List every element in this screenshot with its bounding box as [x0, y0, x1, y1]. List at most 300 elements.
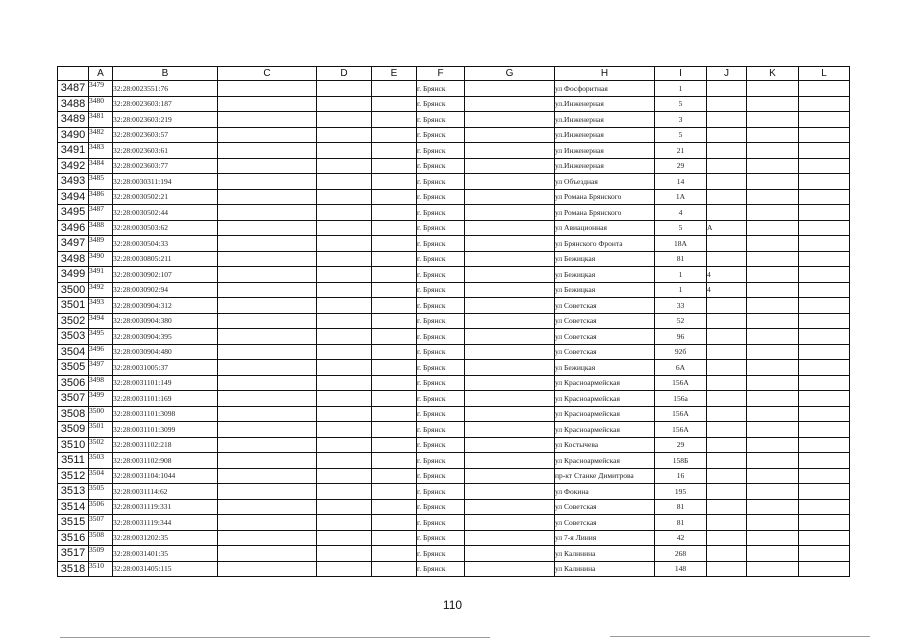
cell-a: 3500	[89, 406, 113, 422]
cell-g	[465, 158, 555, 174]
row-number: 3511	[58, 453, 89, 469]
row-number: 3499	[58, 267, 89, 283]
cell-l	[799, 96, 850, 112]
cell-k	[747, 406, 799, 422]
cell-a: 3505	[89, 484, 113, 500]
cell-l	[799, 468, 850, 484]
cell-g	[465, 375, 555, 391]
cell-l	[799, 174, 850, 190]
cell-f: г. Брянск	[417, 391, 465, 407]
table-row	[58, 96, 850, 112]
cell-a: 3499	[89, 391, 113, 407]
cell-d	[317, 174, 372, 190]
table-row	[58, 313, 850, 329]
column-header-j: J	[707, 67, 747, 81]
cell-i: 268	[655, 546, 707, 562]
cell-l	[799, 530, 850, 546]
row-number: 3508	[58, 406, 89, 422]
cell-l	[799, 344, 850, 360]
cell-c	[218, 453, 317, 469]
cell-e	[372, 329, 417, 345]
cell-i: 52	[655, 313, 707, 329]
cell-e	[372, 298, 417, 314]
row-number: 3500	[58, 282, 89, 298]
cell-k	[747, 515, 799, 531]
table-row	[58, 499, 850, 515]
cell-b: 32:28:0031101:169	[113, 391, 218, 407]
cell-j	[707, 437, 747, 453]
cell-e	[372, 282, 417, 298]
column-header-e: E	[372, 67, 417, 81]
cell-h: ул Бежицкая	[555, 360, 655, 376]
cell-f: г. Брянск	[417, 189, 465, 205]
cell-j	[707, 406, 747, 422]
cell-k	[747, 422, 799, 438]
cell-c	[218, 251, 317, 267]
cell-f: г. Брянск	[417, 515, 465, 531]
cell-e	[372, 81, 417, 97]
cell-k	[747, 158, 799, 174]
cell-j: 4	[707, 282, 747, 298]
cell-f: г. Брянск	[417, 127, 465, 143]
cell-c	[218, 298, 317, 314]
cell-i: 96	[655, 329, 707, 345]
cell-c	[218, 205, 317, 221]
cell-i: 156А	[655, 406, 707, 422]
cell-i: 158Б	[655, 453, 707, 469]
column-header-row	[58, 67, 850, 81]
cell-a: 3497	[89, 360, 113, 376]
cell-b: 32:28:0023603:187	[113, 96, 218, 112]
cell-d	[317, 96, 372, 112]
cell-j	[707, 391, 747, 407]
cell-e	[372, 561, 417, 577]
cell-k	[747, 220, 799, 236]
row-number: 3494	[58, 189, 89, 205]
table-row	[58, 484, 850, 500]
cell-a: 3507	[89, 515, 113, 531]
cell-a: 3481	[89, 112, 113, 128]
cell-g	[465, 174, 555, 190]
table-row	[58, 158, 850, 174]
cell-g	[465, 561, 555, 577]
column-header-k: K	[747, 67, 799, 81]
cell-h: ул Фосфоритная	[555, 81, 655, 97]
cell-j	[707, 251, 747, 267]
cell-a: 3503	[89, 453, 113, 469]
cell-e	[372, 313, 417, 329]
cell-g	[465, 112, 555, 128]
cell-h: ул Авиационная	[555, 220, 655, 236]
cell-k	[747, 112, 799, 128]
cell-i: 1	[655, 81, 707, 97]
cell-e	[372, 236, 417, 252]
cell-i: 16	[655, 468, 707, 484]
cell-i: 81	[655, 499, 707, 515]
row-number: 3505	[58, 360, 89, 376]
cell-d	[317, 298, 372, 314]
cell-e	[372, 174, 417, 190]
cell-l	[799, 81, 850, 97]
cell-c	[218, 360, 317, 376]
cell-a: 3510	[89, 561, 113, 577]
scan-artifact-line	[60, 637, 490, 638]
cell-d	[317, 329, 372, 345]
cell-h: ул Брянского Фронта	[555, 236, 655, 252]
cell-i: 81	[655, 251, 707, 267]
row-number: 3490	[58, 127, 89, 143]
cell-g	[465, 189, 555, 205]
cell-j	[707, 96, 747, 112]
row-number: 3489	[58, 112, 89, 128]
cell-a: 3498	[89, 375, 113, 391]
cell-d	[317, 391, 372, 407]
cell-l	[799, 561, 850, 577]
cell-h: ул Красноармейская	[555, 391, 655, 407]
cell-b: 32:28:0023603:61	[113, 143, 218, 159]
cell-h: ул Романа Брянского	[555, 205, 655, 221]
cell-b: 32:28:0030902:107	[113, 267, 218, 283]
cell-l	[799, 422, 850, 438]
cell-g	[465, 127, 555, 143]
cell-h: ул Советская	[555, 515, 655, 531]
row-number: 3515	[58, 515, 89, 531]
cell-a: 3490	[89, 251, 113, 267]
cell-k	[747, 251, 799, 267]
cell-f: г. Брянск	[417, 112, 465, 128]
cell-g	[465, 406, 555, 422]
table-row	[58, 391, 850, 407]
cell-c	[218, 344, 317, 360]
cell-j	[707, 313, 747, 329]
cell-e	[372, 112, 417, 128]
cell-c	[218, 236, 317, 252]
cell-h: ул Объездная	[555, 174, 655, 190]
row-number: 3506	[58, 375, 89, 391]
cell-g	[465, 453, 555, 469]
cell-a: 3493	[89, 298, 113, 314]
cell-a: 3489	[89, 236, 113, 252]
cell-i: 156А	[655, 422, 707, 438]
cell-g	[465, 515, 555, 531]
column-header-c: C	[218, 67, 317, 81]
cell-a: 3483	[89, 143, 113, 159]
cell-a: 3486	[89, 189, 113, 205]
row-number: 3493	[58, 174, 89, 190]
cell-g	[465, 468, 555, 484]
cell-j	[707, 158, 747, 174]
table-row	[58, 236, 850, 252]
column-header-d: D	[317, 67, 372, 81]
cell-k	[747, 267, 799, 283]
cell-i: 1А	[655, 189, 707, 205]
cell-b: 32:28:0030904:380	[113, 313, 218, 329]
cell-j	[707, 329, 747, 345]
cell-b: 32:28:0031101:3098	[113, 406, 218, 422]
cell-f: г. Брянск	[417, 468, 465, 484]
table-row	[58, 329, 850, 345]
cell-j	[707, 546, 747, 562]
cell-h: ул Бежицкая	[555, 267, 655, 283]
row-number: 3502	[58, 313, 89, 329]
cell-c	[218, 220, 317, 236]
cell-b: 32:28:0031102:218	[113, 437, 218, 453]
cell-l	[799, 236, 850, 252]
cell-a: 3502	[89, 437, 113, 453]
cell-c	[218, 484, 317, 500]
cell-i: 1	[655, 282, 707, 298]
cell-k	[747, 81, 799, 97]
cell-k	[747, 282, 799, 298]
cell-d	[317, 530, 372, 546]
cell-d	[317, 422, 372, 438]
cell-g	[465, 360, 555, 376]
row-number: 3512	[58, 468, 89, 484]
row-number: 3503	[58, 329, 89, 345]
cell-l	[799, 282, 850, 298]
cell-l	[799, 453, 850, 469]
table-row	[58, 174, 850, 190]
cell-e	[372, 437, 417, 453]
cell-k	[747, 468, 799, 484]
cell-a: 3495	[89, 329, 113, 345]
cell-b: 32:28:0031104:1044	[113, 468, 218, 484]
row-number: 3516	[58, 530, 89, 546]
cell-a: 3485	[89, 174, 113, 190]
row-number: 3517	[58, 546, 89, 562]
row-number: 3496	[58, 220, 89, 236]
cell-i: 81	[655, 515, 707, 531]
cell-f: г. Брянск	[417, 96, 465, 112]
cell-e	[372, 344, 417, 360]
cell-k	[747, 484, 799, 500]
cell-h: ул.Инженерная	[555, 158, 655, 174]
cell-j	[707, 344, 747, 360]
cell-g	[465, 251, 555, 267]
cell-e	[372, 391, 417, 407]
cell-k	[747, 499, 799, 515]
cell-b: 32:28:0031119:331	[113, 499, 218, 515]
cell-j	[707, 499, 747, 515]
cell-d	[317, 236, 372, 252]
cell-e	[372, 375, 417, 391]
table-row	[58, 298, 850, 314]
cell-h: ул Советская	[555, 329, 655, 345]
cell-l	[799, 406, 850, 422]
cell-d	[317, 267, 372, 283]
cell-c	[218, 127, 317, 143]
cell-l	[799, 143, 850, 159]
cell-l	[799, 329, 850, 345]
cell-d	[317, 375, 372, 391]
cell-j	[707, 375, 747, 391]
cell-b: 32:28:0030502:44	[113, 205, 218, 221]
cell-k	[747, 453, 799, 469]
cell-h: ул 7-я Линия	[555, 530, 655, 546]
cell-l	[799, 499, 850, 515]
cell-g	[465, 344, 555, 360]
cell-e	[372, 484, 417, 500]
cell-k	[747, 96, 799, 112]
cell-f: г. Брянск	[417, 422, 465, 438]
cell-i: 4	[655, 205, 707, 221]
cell-i: 18А	[655, 236, 707, 252]
table-row	[58, 220, 850, 236]
cell-e	[372, 158, 417, 174]
cell-k	[747, 189, 799, 205]
cell-j	[707, 298, 747, 314]
cell-b: 32:28:0031005:37	[113, 360, 218, 376]
table-body	[58, 81, 850, 577]
cell-e	[372, 453, 417, 469]
row-number: 3491	[58, 143, 89, 159]
table-row	[58, 561, 850, 577]
cell-c	[218, 499, 317, 515]
cell-i: 14	[655, 174, 707, 190]
cell-f: г. Брянск	[417, 406, 465, 422]
cell-i: 3	[655, 112, 707, 128]
cell-j	[707, 453, 747, 469]
cell-e	[372, 127, 417, 143]
table-row	[58, 282, 850, 298]
cell-b: 32:28:0031102:908	[113, 453, 218, 469]
cell-h: ул Красноармейская	[555, 453, 655, 469]
cell-l	[799, 546, 850, 562]
cell-g	[465, 205, 555, 221]
cell-g	[465, 267, 555, 283]
cell-f: г. Брянск	[417, 236, 465, 252]
cell-i: 21	[655, 143, 707, 159]
cell-k	[747, 375, 799, 391]
cell-e	[372, 546, 417, 562]
cell-e	[372, 468, 417, 484]
cell-h: ул.Инженерная	[555, 96, 655, 112]
cell-c	[218, 81, 317, 97]
cell-g	[465, 499, 555, 515]
row-number: 3487	[58, 81, 89, 97]
cell-e	[372, 360, 417, 376]
cell-h: ул Фокина	[555, 484, 655, 500]
cell-k	[747, 329, 799, 345]
cell-a: 3487	[89, 205, 113, 221]
cell-d	[317, 437, 372, 453]
cell-d	[317, 81, 372, 97]
cell-d	[317, 143, 372, 159]
table-row	[58, 127, 850, 143]
page-number: 110	[442, 598, 463, 612]
table-row	[58, 205, 850, 221]
cell-h: пр-кт Станке Димитрова	[555, 468, 655, 484]
cell-a: 3506	[89, 499, 113, 515]
cell-i: 42	[655, 530, 707, 546]
cell-i: 148	[655, 561, 707, 577]
cell-h: ул Советская	[555, 298, 655, 314]
cell-e	[372, 251, 417, 267]
cell-a: 3484	[89, 158, 113, 174]
cell-c	[218, 391, 317, 407]
cell-e	[372, 96, 417, 112]
row-number: 3492	[58, 158, 89, 174]
cell-f: г. Брянск	[417, 251, 465, 267]
table-row	[58, 360, 850, 376]
cell-f: г. Брянск	[417, 546, 465, 562]
row-number: 3497	[58, 236, 89, 252]
cell-k	[747, 313, 799, 329]
cell-f: г. Брянск	[417, 344, 465, 360]
cell-f: г. Брянск	[417, 360, 465, 376]
cell-b: 32:28:0023603:77	[113, 158, 218, 174]
cell-f: г. Брянск	[417, 282, 465, 298]
cell-i: 6А	[655, 360, 707, 376]
cell-a: 3509	[89, 546, 113, 562]
cell-g	[465, 282, 555, 298]
cell-k	[747, 205, 799, 221]
table-row	[58, 437, 850, 453]
cell-g	[465, 96, 555, 112]
cell-b: 32:28:0030502:21	[113, 189, 218, 205]
cell-a: 3479	[89, 81, 113, 97]
cell-l	[799, 375, 850, 391]
cell-j	[707, 127, 747, 143]
cell-b: 32:28:0031114:62	[113, 484, 218, 500]
column-header-h: H	[555, 67, 655, 81]
cell-k	[747, 127, 799, 143]
cell-j	[707, 530, 747, 546]
cell-d	[317, 561, 372, 577]
row-number: 3501	[58, 298, 89, 314]
table-row	[58, 344, 850, 360]
cell-j	[707, 561, 747, 577]
column-header-a: A	[89, 67, 113, 81]
cell-a: 3496	[89, 344, 113, 360]
cell-g	[465, 313, 555, 329]
cell-c	[218, 546, 317, 562]
cell-h: ул Красноармейская	[555, 406, 655, 422]
cell-d	[317, 158, 372, 174]
cell-i: 156а	[655, 391, 707, 407]
cell-c	[218, 174, 317, 190]
cell-c	[218, 530, 317, 546]
cell-e	[372, 220, 417, 236]
cell-g	[465, 81, 555, 97]
cell-a: 3482	[89, 127, 113, 143]
cell-l	[799, 251, 850, 267]
row-number: 3510	[58, 437, 89, 453]
cell-l	[799, 127, 850, 143]
cell-c	[218, 143, 317, 159]
cell-f: г. Брянск	[417, 220, 465, 236]
cell-d	[317, 515, 372, 531]
cell-f: г. Брянск	[417, 499, 465, 515]
cell-d	[317, 468, 372, 484]
cell-b: 32:28:0023603:219	[113, 112, 218, 128]
cell-j	[707, 143, 747, 159]
cell-b: 32:28:0031119:344	[113, 515, 218, 531]
cell-i: 33	[655, 298, 707, 314]
table-row	[58, 406, 850, 422]
cell-d	[317, 189, 372, 205]
cell-k	[747, 437, 799, 453]
cell-c	[218, 375, 317, 391]
cell-l	[799, 391, 850, 407]
cell-g	[465, 484, 555, 500]
cell-l	[799, 205, 850, 221]
cell-h: ул.Инженерная	[555, 127, 655, 143]
cell-h: ул Советская	[555, 344, 655, 360]
cell-f: г. Брянск	[417, 205, 465, 221]
cell-j	[707, 174, 747, 190]
row-number: 3498	[58, 251, 89, 267]
